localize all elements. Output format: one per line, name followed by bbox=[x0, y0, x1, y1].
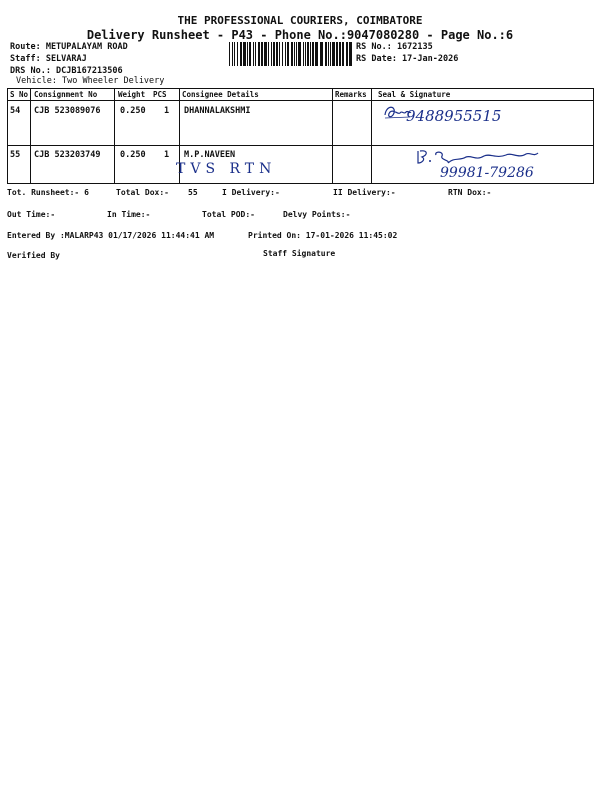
in-time: In Time:- bbox=[107, 210, 151, 219]
row1-pcs: 1 bbox=[164, 106, 170, 116]
drs-number: DRS No.: DCJB167213506 bbox=[10, 66, 123, 76]
total-dox-label: Total Dox:- bbox=[116, 188, 169, 197]
col-remarks: Remarks bbox=[335, 90, 367, 99]
row2-weight: 0.250 bbox=[120, 150, 146, 160]
company-name: THE PROFESSIONAL COURIERS, COIMBATORE bbox=[177, 14, 423, 27]
row2-sno: 55 bbox=[10, 150, 21, 160]
total-pod: Total POD:- bbox=[202, 210, 255, 219]
col-pcs: PCS bbox=[153, 90, 167, 99]
row2-handwritten-remark: TVS RTN bbox=[176, 161, 277, 177]
entered-by: Entered By :MALARP43 01/17/2026 11:44:41 AM bbox=[7, 231, 215, 240]
col-consignee: Consignee Details bbox=[182, 90, 259, 99]
col-consignment: Consignment No bbox=[34, 90, 98, 99]
rs-number: RS No.: 1672135 bbox=[356, 42, 433, 52]
row2-consignment: CJB 523203749 bbox=[34, 150, 101, 160]
total-dox-value: 55 bbox=[188, 188, 198, 197]
printed-on: Printed On: 17-01-2026 11:45:02 bbox=[248, 231, 398, 240]
runsheet-title: Delivery Runsheet - P43 - Phone No.:9047080280 - Page No.:6 bbox=[86, 28, 514, 42]
tot-runsheet: Tot. Runsheet:- 6 bbox=[7, 188, 89, 197]
staff-signature: Staff Signature bbox=[263, 249, 336, 258]
col-seal-signature: Seal & Signature bbox=[378, 90, 451, 99]
row1-consignment: CJB 523089076 bbox=[34, 106, 101, 116]
row1-sno: 54 bbox=[10, 106, 21, 116]
row1-consignee: DHANNALAKSHMI bbox=[184, 106, 251, 116]
rtn-dox: RTN Dox:- bbox=[448, 188, 492, 197]
vehicle-label: Vehicle: Two Wheeler Delivery bbox=[16, 76, 165, 86]
runsheet-table bbox=[7, 88, 594, 184]
staff-label: Staff: SELVARAJ bbox=[10, 54, 87, 64]
verified-by: Verified By bbox=[7, 251, 60, 260]
row2-signature-phone: 99981-79286 bbox=[440, 165, 534, 181]
row1-signature-phone: 9488955515 bbox=[406, 107, 502, 125]
barcode bbox=[228, 42, 352, 66]
row1-weight: 0.250 bbox=[120, 106, 146, 116]
ii-delivery: II Delivery:- bbox=[333, 188, 396, 197]
row2-consignee: M.P.NAVEEN bbox=[184, 150, 236, 160]
col-sno: S No bbox=[10, 90, 29, 99]
rs-date: RS Date: 17-Jan-2026 bbox=[356, 54, 459, 64]
out-time: Out Time:- bbox=[7, 210, 56, 219]
i-delivery: I Delivery:- bbox=[222, 188, 280, 197]
route-label: Route: METUPALAYAM ROAD bbox=[10, 42, 128, 52]
row2-pcs: 1 bbox=[164, 150, 170, 160]
delvy-points: Delvy Points:- bbox=[283, 210, 351, 219]
col-weight: Weight bbox=[118, 90, 146, 99]
